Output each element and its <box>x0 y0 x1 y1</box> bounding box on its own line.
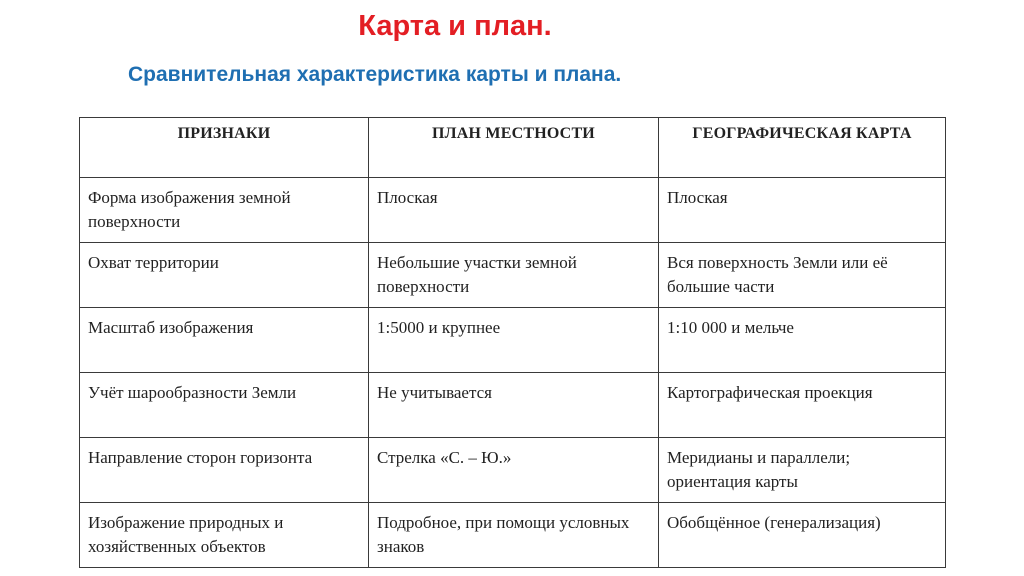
table-cell: 1:5000 и крупнее <box>369 308 659 373</box>
table-cell: Учёт шарообразности Земли <box>80 373 369 438</box>
table-cell: 1:10 000 и мельче <box>659 308 946 373</box>
table-row <box>80 503 946 568</box>
table-row <box>80 243 946 308</box>
table-cell: Картографическая проекция <box>659 373 946 438</box>
header-cell-plan: ПЛАН МЕСТНОСТИ <box>369 118 659 178</box>
header-cell-map: ГЕОГРАФИЧЕСКАЯ КАРТА <box>659 118 946 178</box>
table-row <box>80 373 946 438</box>
slide-subtitle: Сравнительная характеристика карты и плана. <box>128 63 622 86</box>
table-header-row <box>80 118 946 178</box>
table-row <box>80 178 946 243</box>
table-cell: Изображение природных и хозяйственных объектов <box>80 503 369 568</box>
table-cell: Не учитывается <box>369 373 659 438</box>
table-row <box>80 308 946 373</box>
table-cell: Меридианы и параллели; ориентация карты <box>659 438 946 503</box>
table-cell: Форма изображения земной поверхности <box>80 178 369 243</box>
table-cell: Плоская <box>369 178 659 243</box>
table-cell: Плоская <box>659 178 946 243</box>
table-cell: Обобщённое (генерализация) <box>659 503 946 568</box>
table-row <box>80 438 946 503</box>
table-cell: Небольшие участки земной поверхности <box>369 243 659 308</box>
table-cell: Подробное, при помощи условных знаков <box>369 503 659 568</box>
table-cell: Направление сторон горизонта <box>80 438 369 503</box>
slide-title: Карта и план. <box>358 10 552 42</box>
table-cell: Вся поверхность Земли или её большие части <box>659 243 946 308</box>
table-cell: Охват территории <box>80 243 369 308</box>
comparison-table <box>79 117 946 568</box>
header-cell-features: ПРИЗНАКИ <box>80 118 369 178</box>
table-cell: Масштаб изображения <box>80 308 369 373</box>
table-cell: Стрелка «С. – Ю.» <box>369 438 659 503</box>
